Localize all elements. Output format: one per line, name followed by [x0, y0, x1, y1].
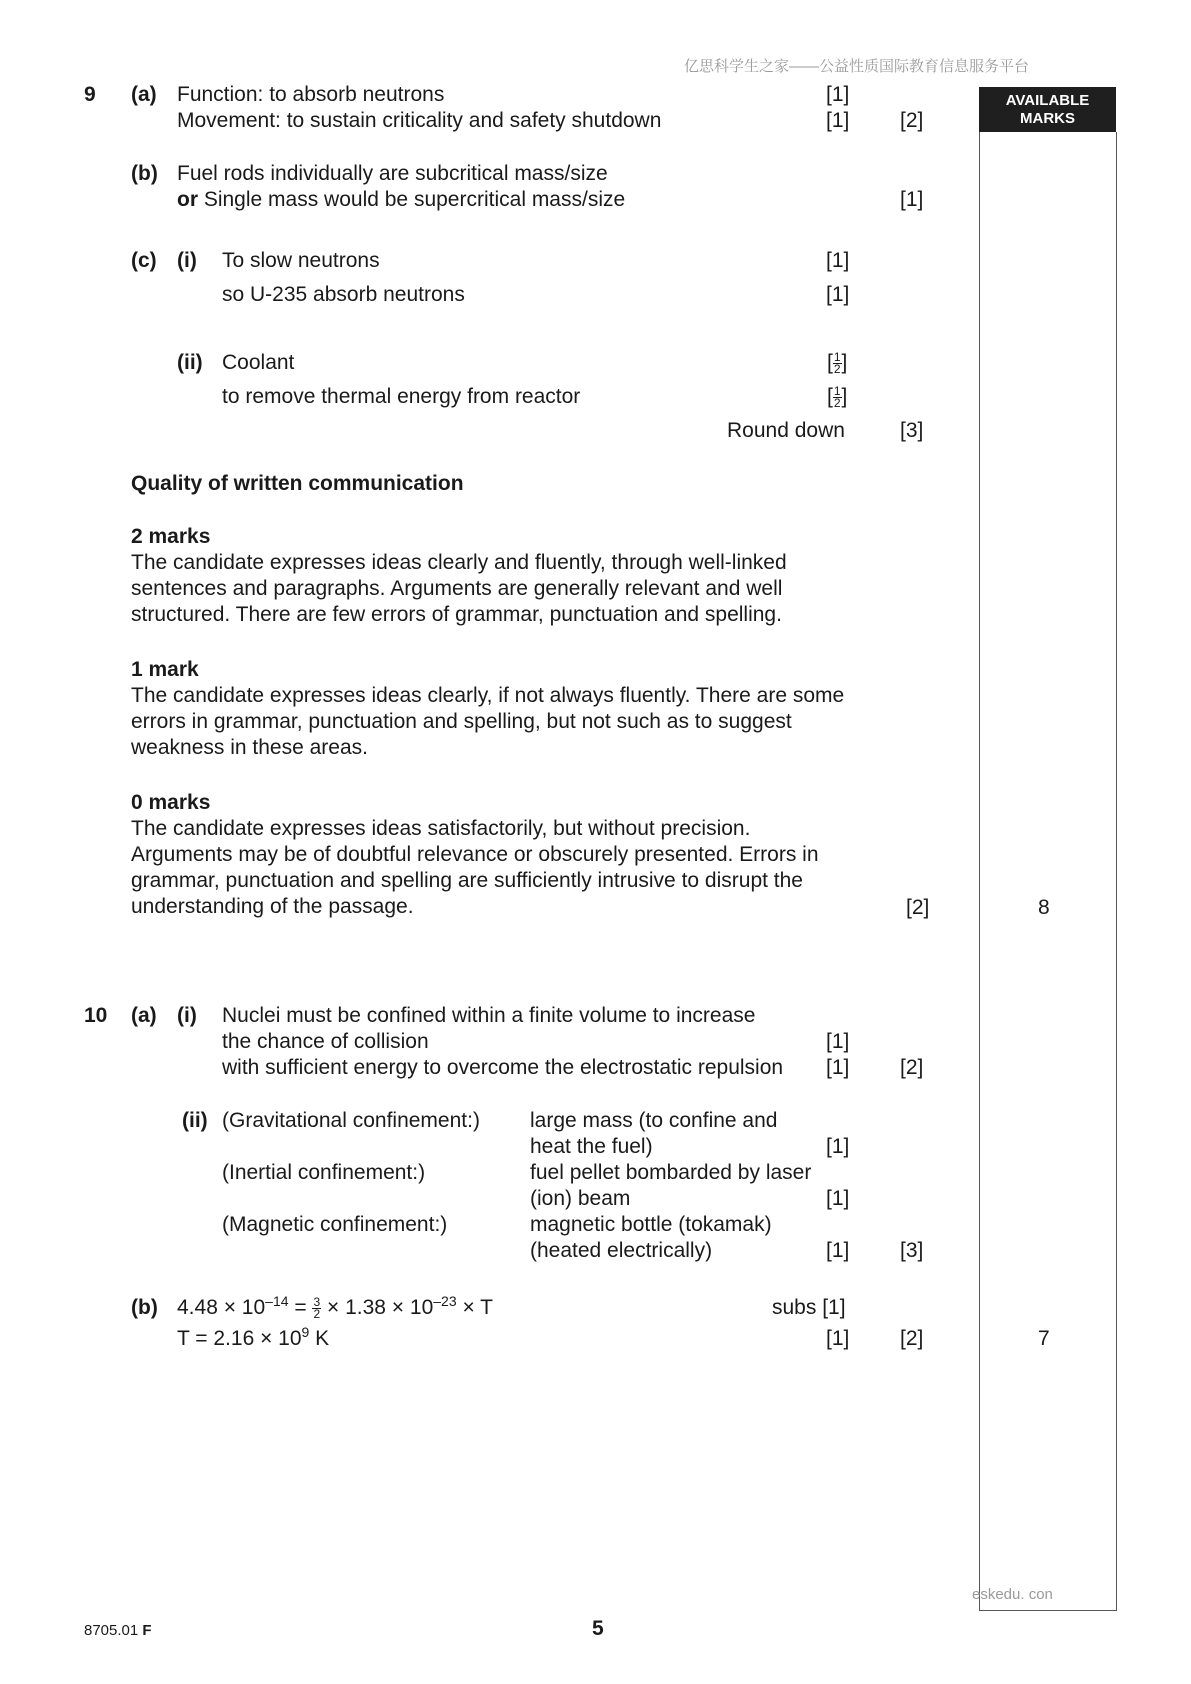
q10b-label: (b) — [131, 1296, 158, 1319]
q10aii-total: [3] — [900, 1239, 924, 1262]
q9a-line1: Function: to absorb neutrons — [177, 83, 445, 106]
confinement-type: (Inertial confinement:) — [222, 1161, 426, 1184]
q9cii-line1: Coolant — [222, 351, 295, 374]
half-fraction: $\frac{1}{2}$ — [833, 383, 841, 410]
qwc-heading: Quality of written communication — [131, 472, 464, 495]
confinement-mark: [1] — [826, 1187, 850, 1210]
q9a-line2: Movement: to sustain criticality and safety shutdown — [177, 109, 662, 132]
confinement-desc: large mass (to confine and — [530, 1109, 778, 1132]
q9cii-half-mark2: [ $\frac{1}{2}$ ] — [827, 383, 848, 410]
q9ci-line2: so U-235 absorb neutrons — [222, 283, 465, 306]
q10ai-label: (i) — [177, 1004, 197, 1027]
paper-code: 8705.01 F — [84, 1622, 152, 1639]
q10ai-line3: with sufficient energy to overcome the electrostatic repulsion — [222, 1056, 784, 1079]
available-marks-line2: MARKS — [1020, 109, 1075, 127]
page-number: 5 — [592, 1617, 604, 1640]
q10ai-line1: Nuclei must be confined within a finite volume to increase — [222, 1004, 756, 1027]
q9b-or: or — [177, 188, 198, 211]
q10ai-mark1: [1] — [826, 1030, 850, 1053]
q10b-total: [2] — [900, 1327, 924, 1350]
q10b-result: $T = 2.16 \times 10^9$ K — [177, 1324, 330, 1350]
confinement-mark: [1] — [826, 1239, 850, 1262]
confinement-desc: (heated electrically) — [530, 1239, 713, 1262]
q9cii-label: (ii) — [177, 351, 203, 374]
q9cii-line2: to remove thermal energy from reactor — [222, 385, 581, 408]
qwc-0-text: The candidate expresses ideas satisfactorily, but without precision. Arguments may be of doubtful relevance or obscurely presented. Errors in grammar, punctuation and spelling are sufficiently intrusive to disrupt the understanding of the passage. — [131, 817, 819, 918]
q9c-label: (c) — [131, 249, 157, 272]
q10a-label: (a) — [131, 1004, 157, 1027]
q9b-line2-text: Single mass would be supercritical mass/size — [198, 188, 626, 211]
q10-number: 10 — [84, 1004, 108, 1027]
available-marks-header — [979, 87, 1116, 132]
q9ci-mark1: [1] — [826, 249, 850, 272]
q9b-line2 — [177, 187, 625, 213]
qwc-2-heading: 2 marks — [131, 525, 211, 548]
confinement-type: (Gravitational confinement:) — [222, 1109, 480, 1132]
q9a-total: [2] — [900, 109, 924, 132]
q10b-mark2: [1] — [826, 1327, 850, 1350]
q10ai-mark2: [1] — [826, 1056, 850, 1079]
q9ci-mark2: [1] — [826, 283, 850, 306]
q9c-total: [3] — [900, 419, 924, 442]
q9a-mark2: [1] — [826, 109, 850, 132]
q10-available-marks: 7 — [1038, 1327, 1050, 1350]
three-halves-fraction: $\frac{3}{2}$ — [313, 1294, 321, 1321]
available-marks-column — [979, 132, 1117, 1611]
q9a-mark1: [1] — [826, 83, 850, 106]
q9b-total: [1] — [900, 188, 924, 211]
qwc-2-text: The candidate expresses ideas clearly and fluently, through well-linked sentences and paragraphs. Arguments are generally relevant and well structured. There are few errors of grammar, punctuation and spelling. — [131, 551, 787, 626]
qwc-1-text: The candidate expresses ideas clearly, if not always fluently. There are some errors in grammar, punctuation and spelling, but not such as to suggest weakness in these areas. — [131, 684, 845, 759]
q9ci-label: (i) — [177, 249, 197, 272]
qwc-1-heading: 1 mark — [131, 658, 199, 681]
q9a-label: (a) — [131, 83, 157, 106]
q10ai-total: [2] — [900, 1056, 924, 1079]
qwc-total: [2] — [906, 896, 930, 919]
confinement-type: (Magnetic confinement:) — [222, 1213, 448, 1236]
q9cii-half-mark1: [ $\frac{1}{2}$ ] — [827, 349, 848, 376]
q9-available-marks: 8 — [1038, 896, 1050, 919]
qwc-0-heading: 0 marks — [131, 791, 211, 814]
confinement-desc: heat the fuel) — [530, 1135, 653, 1158]
confinement-desc: (ion) beam — [530, 1187, 631, 1210]
q10ai-line2: the chance of collision — [222, 1030, 429, 1053]
q10b-subs-mark: subs [1] — [772, 1296, 846, 1319]
q9b-label: (b) — [131, 162, 158, 185]
q9ci-line1: To slow neutrons — [222, 249, 380, 272]
confinement-desc: magnetic bottle (tokamak) — [530, 1213, 772, 1236]
q9cii-round-down: Round down — [727, 419, 845, 442]
half-fraction: $\frac{1}{2}$ — [833, 349, 841, 376]
q9-number: 9 — [84, 83, 96, 106]
confinement-mark: [1] — [826, 1135, 850, 1158]
watermark-header: 亿思科学生之家——公益性质国际教育信息服务平台 — [684, 58, 1030, 75]
available-marks-line1: AVAILABLE — [1005, 91, 1090, 109]
q9b-line1: Fuel rods individually are subcritical mass/size — [177, 162, 608, 185]
q10aii-label: (ii) — [182, 1109, 208, 1132]
q10b-equation: $4.48 \times 10^{-14}$ = $\frac{3}{2}$ × $1.38 \times 10^{-23} \times T$ — [177, 1293, 494, 1321]
watermark-footer: eskedu. con — [972, 1586, 1053, 1603]
confinement-desc: fuel pellet bombarded by laser — [530, 1161, 812, 1184]
